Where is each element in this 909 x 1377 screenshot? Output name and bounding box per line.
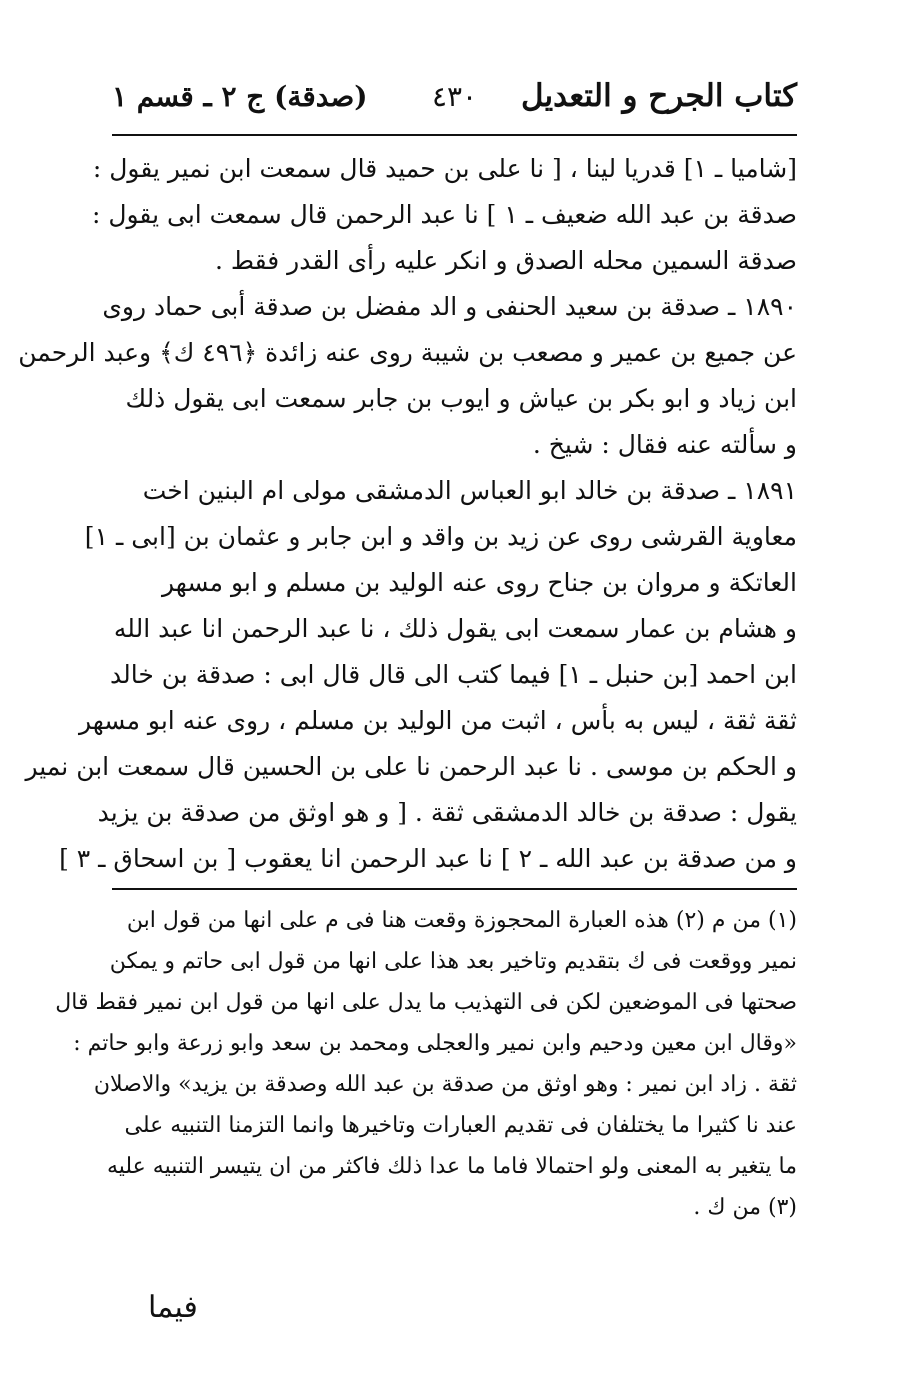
text-line: صدقة السمين محله الصدق و انكر عليه رأى القدر فقط .	[214, 246, 797, 275]
section-label: (صدقة) ج ٢ ـ قسم ١	[112, 80, 368, 113]
footnotes	[55, 900, 797, 1228]
text-line: معاوية القرشى روى عن زيد بن واقد و ابن جابر و عثمان بن [ابى ـ ١]	[84, 522, 797, 551]
text-line: [شاميا ـ ١] قدريا لينا ، [ نا على بن حميد قال سمعت ابن نمير يقول :	[92, 154, 797, 183]
page-number: ٤٣٠	[431, 80, 478, 113]
footnote-divider	[112, 888, 797, 890]
footnote-line: «وقال ابن معين ودحيم وابن نمير والعجلى ومحمد بن سعد وابو زرعة وابو حاتم :	[73, 1031, 797, 1056]
footnote-line: ما يتغير به المعنى ولو احتمالا فاما ما عدا ذلك فاكثر من ان يتيسر التنبيه عليه	[106, 1154, 797, 1179]
entry-1890-line: ١٨٩٠ ـ صدقة بن سعيد الحنفى و الد مفضل بن صدقة أبى حماد روى	[102, 292, 797, 321]
text-line: و الحكم بن موسى . نا عبد الرحمن نا على بن الحسين قال سمعت ابن نمير	[25, 752, 797, 781]
footnote-line: عند نا كثيرا ما يختلفان فى تقديم العبارات وتاخيرها وانما التزمنا التنبيه على	[124, 1113, 797, 1138]
header-divider	[112, 134, 797, 136]
text-line: عن جميع بن عمير و مصعب بن شيبة روى عنه زائدة ﴿٤٩٦ ك﴾ وعبد الرحمن	[18, 338, 797, 367]
running-header	[112, 78, 797, 128]
main-text	[18, 146, 797, 882]
book-title: كتاب الجرح و التعديل	[520, 78, 797, 114]
footnote-line: (٣) من ك .	[693, 1195, 797, 1220]
footnote-line: (١) من م (٢) هذه العبارة المحجوزة وقعت هنا فى م على انها من قول ابن	[126, 908, 797, 933]
text-line: و هشام بن عمار سمعت ابى يقول ذلك ، نا عبد الرحمن انا عبد الله	[113, 614, 797, 643]
text-line: ابن احمد [بن حنبل ـ ١] فيما كتب الى قال قال ابى : صدقة بن خالد	[110, 660, 797, 689]
entry-1891-line: ١٨٩١ ـ صدقة بن خالد ابو العباس الدمشقى مولى ام البنين اخت	[142, 476, 797, 505]
footnote-line: ثقة . زاد ابن نمير : وهو اوثق من صدقة بن عبد الله وصدقة بن يزيد» والاصلان	[93, 1072, 797, 1097]
text-line: و من صدقة بن عبد الله ـ ٢ ] نا عبد الرحمن انا يعقوب [ بن اسحاق ـ ٣ ]	[59, 844, 797, 873]
footnote-line: صحتها فى الموضعين لكن فى التهذيب ما يدل على انها من قول ابن نمير فقط قال	[55, 990, 797, 1015]
text-line: ثقة ثقة ، ليس به بأس ، اثبت من الوليد بن مسلم ، روى عنه ابو مسهر	[78, 706, 797, 735]
text-line: ابن زياد و ابو بكر بن عياش و ايوب بن جابر سمعت ابى يقول ذلك	[125, 384, 797, 413]
text-line: صدقة بن عبد الله ضعيف ـ ١ ] نا عبد الرحمن قال سمعت ابى يقول :	[91, 200, 797, 229]
text-line: العاتكة و مروان بن جناح روى عنه الوليد بن مسلم و ابو مسهر	[162, 568, 797, 597]
footnote-line: نمير ووقعت فى ك بتقديم وتاخير بعد هذا على انها من قول ابى حاتم و يمكن	[109, 949, 797, 974]
text-line: يقول : صدقة بن خالد الدمشقى ثقة . [ و هو اوثق من صدقة بن يزيد	[97, 798, 797, 827]
text-line: و سألته عنه فقال : شيخ .	[532, 430, 797, 459]
catchword: فيما	[148, 1290, 198, 1325]
